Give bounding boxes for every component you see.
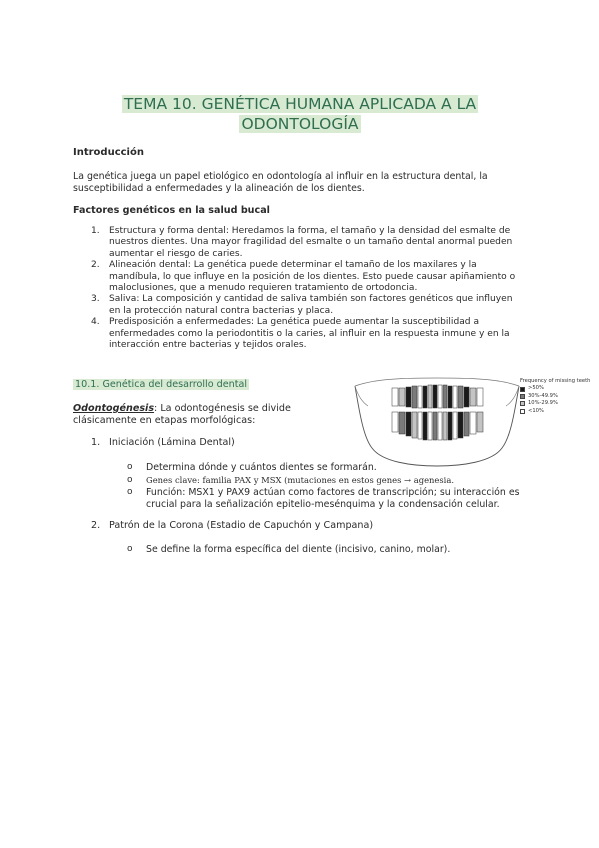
bullet-item: [127, 475, 527, 487]
factor-item: [91, 226, 523, 260]
lower-teeth: [392, 412, 483, 440]
legend-label: <10%: [528, 407, 544, 414]
legend-swatch: [520, 409, 525, 414]
odontogenesis-term: Odontogénesis: [73, 403, 155, 414]
factor-number: 4.: [91, 317, 100, 328]
upper-teeth: [392, 385, 483, 408]
figure-legend: [520, 378, 590, 415]
bullet-item: [127, 544, 527, 556]
page-title: [60, 94, 540, 134]
factor-text: Saliva: La composición y cantidad de saliva también son factores genéticos que influyen en la protección natural contra bacterias y placa.: [109, 294, 513, 316]
stage-label: Patrón de la Corona (Estadio de Capuchón y Campana): [109, 520, 374, 531]
stage-item: [91, 520, 373, 531]
factors-list: [91, 226, 523, 351]
odontogenesis-paragraph: [73, 403, 313, 427]
bullet-text: Función: MSX1 y PAX9 actúan como factores de transcripción; su interacción es crucial para la señalización epitelio-mesénquima y la condensación celular.: [146, 487, 520, 510]
stage-1-bullets: [127, 462, 527, 511]
bullet-text: Genes clave: familia PAX y MSX (mutaciones en estos genes → agenesia.: [146, 474, 455, 485]
legend-title: Frequency of missing teeth: [520, 378, 591, 384]
factor-item: [91, 317, 523, 351]
legend-label: 10%-29.9%: [528, 400, 558, 407]
legend-entry: [520, 408, 590, 415]
bullet-item: [127, 462, 527, 474]
legend-entry: [520, 400, 590, 407]
legend-entry: [520, 385, 590, 392]
factor-text: Estructura y forma dental: Heredamos la forma, el tamaño y la densidad del esmalte de nuestros dientes. Una mayor fragilidad del esmalte o un tamaño dental anormal pueden aumentar el riesgo de caries.: [109, 226, 513, 259]
circle-bullet-icon: o: [127, 474, 133, 485]
legend-swatch: [520, 401, 525, 406]
factor-number: 1.: [91, 226, 100, 236]
bullet-text: Se define la forma específica del diente (incisivo, canino, molar).: [146, 544, 451, 555]
section-heading: [73, 379, 249, 390]
section-heading-text: 10.1. Genética del desarrollo dental: [75, 379, 247, 390]
intro-heading: Introducción: [73, 147, 144, 158]
title-line-2: ODONTOLOGÍA: [241, 115, 359, 133]
stage-label: Iniciación (Lámina Dental): [109, 437, 235, 448]
factor-text: Predisposición a enfermedades: La genética puede aumentar la susceptibilidad a enfermedades como la periodontitis o la caries, al influir en la respuesta inmune y en la interacción entre bacterias y tejidos orales.: [109, 317, 510, 351]
circle-bullet-icon: o: [127, 544, 133, 554]
stage-number: 1.: [91, 437, 101, 448]
odontogenesis-text: : La odontogénesis se divide clásicamente en etapas morfológicas:: [73, 403, 291, 426]
factors-heading: Factores genéticos en la salud bucal: [73, 205, 270, 216]
title-line-1: TEMA 10. GENÉTICA HUMANA APLICADA A LA: [123, 95, 477, 113]
factor-number: 3.: [91, 294, 100, 305]
legend-swatch: [520, 394, 525, 399]
legend-swatch: [520, 387, 525, 392]
bullet-item: [127, 487, 527, 510]
circle-bullet-icon: o: [127, 487, 133, 498]
factor-item: [91, 294, 523, 317]
legend-label: >50%: [528, 385, 544, 392]
factor-item: [91, 260, 523, 294]
intro-paragraph: La genética juega un papel etiológico en odontología al influir en la estructura dental, la susceptibilidad a enfermedades y la alineación de los dientes.: [73, 171, 488, 194]
circle-bullet-icon: o: [127, 462, 133, 472]
bullet-text: Determina dónde y cuántos dientes se formarán.: [146, 462, 377, 473]
stage-2-bullets: [127, 544, 527, 556]
legend-entry: [520, 393, 590, 400]
stage-number: 2.: [91, 520, 101, 531]
dental-xray-figure: [352, 376, 522, 468]
legend-label: 30%-49.9%: [528, 392, 558, 399]
factor-number: 2.: [91, 260, 100, 271]
factor-text: Alineación dental: La genética puede determinar el tamaño de los maxilares y la mandíbula, lo que influye en la posición de los dientes. Esto puede causar apiñamiento o maloclusiones, que a menudo requieren tratamiento de ortodoncia.: [109, 260, 516, 294]
stage-item: [91, 437, 235, 448]
